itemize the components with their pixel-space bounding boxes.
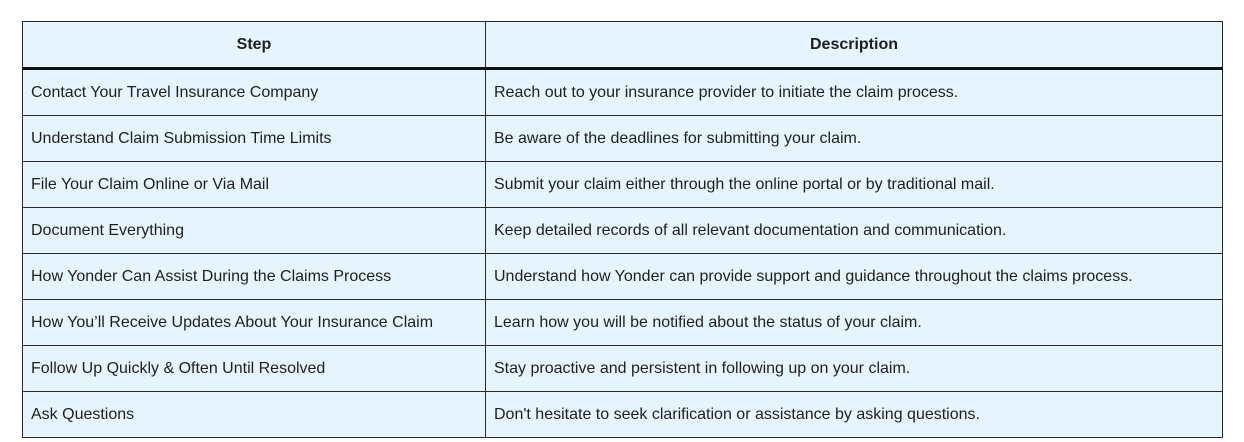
- description-cell: Reach out to your insurance provider to initiate the claim process.: [486, 69, 1223, 116]
- step-cell: Document Everything: [23, 208, 486, 254]
- description-cell: Submit your claim either through the online portal or by traditional mail.: [486, 162, 1223, 208]
- table-row: [23, 116, 1223, 162]
- table-body: [23, 69, 1223, 438]
- step-cell: Follow Up Quickly & Often Until Resolved: [23, 346, 486, 392]
- table-row: [23, 300, 1223, 346]
- step-cell: Understand Claim Submission Time Limits: [23, 116, 486, 162]
- column-header-step: Step: [23, 22, 486, 69]
- header-row: [23, 22, 1223, 69]
- step-cell: How You’ll Receive Updates About Your Insurance Claim: [23, 300, 486, 346]
- column-header-description: Description: [486, 22, 1223, 69]
- table-row: [23, 346, 1223, 392]
- table-row: [23, 392, 1223, 438]
- description-cell: Understand how Yonder can provide support and guidance throughout the claims process.: [486, 254, 1223, 300]
- step-cell: Ask Questions: [23, 392, 486, 438]
- description-cell: Learn how you will be notified about the status of your claim.: [486, 300, 1223, 346]
- table-row: [23, 208, 1223, 254]
- table-row: [23, 69, 1223, 116]
- step-cell: File Your Claim Online or Via Mail: [23, 162, 486, 208]
- table-header: [23, 22, 1223, 69]
- steps-table: [22, 21, 1223, 438]
- step-cell: How Yonder Can Assist During the Claims Process: [23, 254, 486, 300]
- description-cell: Be aware of the deadlines for submitting your claim.: [486, 116, 1223, 162]
- table-row: [23, 254, 1223, 300]
- description-cell: Stay proactive and persistent in following up on your claim.: [486, 346, 1223, 392]
- steps-table-container: [22, 21, 1222, 438]
- table-row: [23, 162, 1223, 208]
- step-cell: Contact Your Travel Insurance Company: [23, 69, 486, 116]
- description-cell: Keep detailed records of all relevant documentation and communication.: [486, 208, 1223, 254]
- description-cell: Don't hesitate to seek clarification or assistance by asking questions.: [486, 392, 1223, 438]
